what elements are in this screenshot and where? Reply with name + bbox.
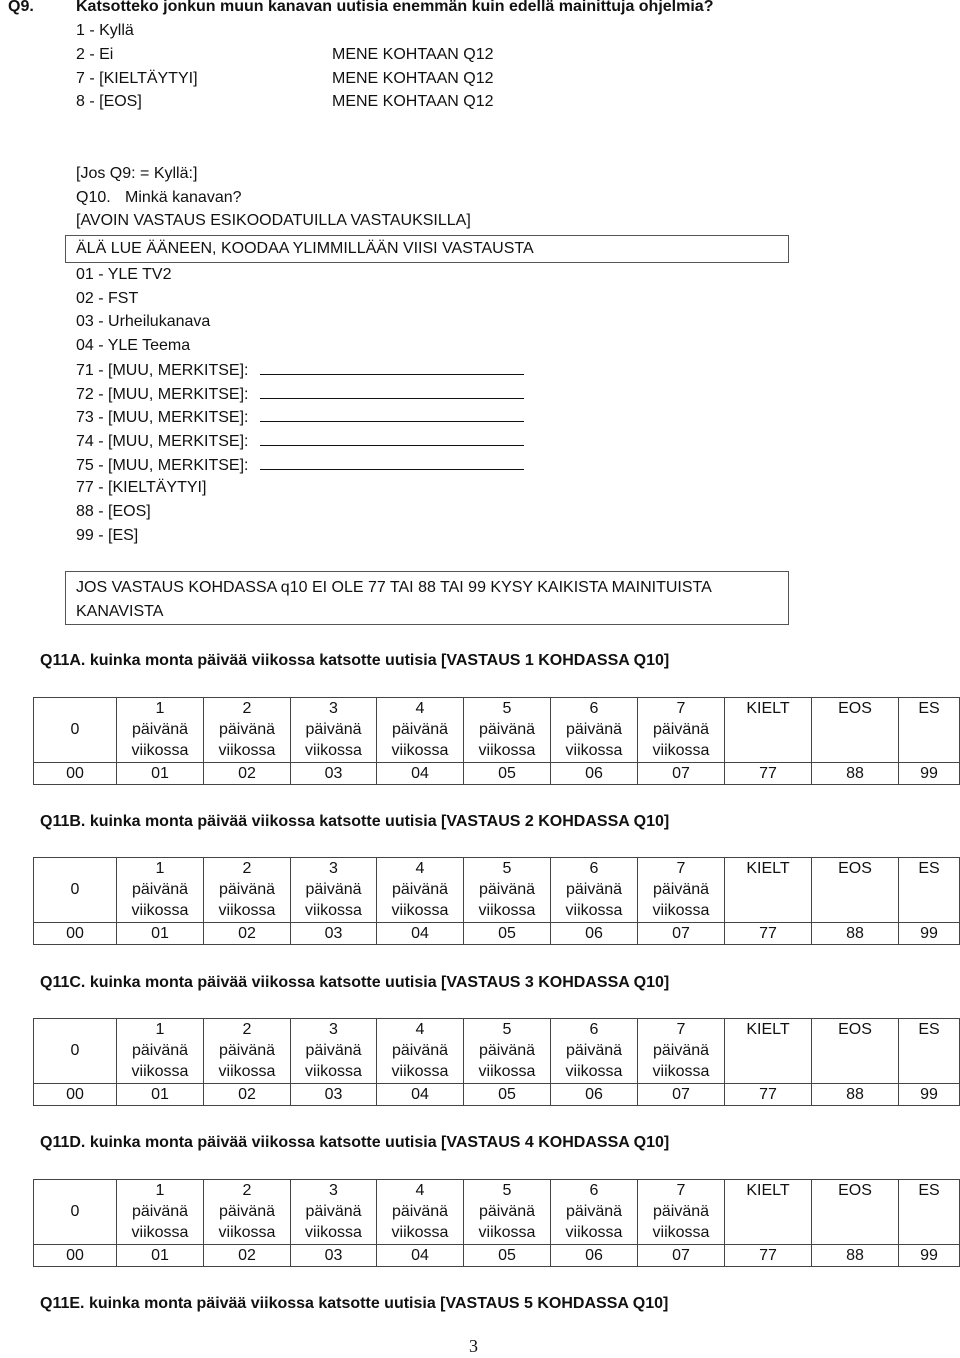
scale-option-unit: päivänä (652, 881, 710, 898)
scale-option-value: 1 (155, 1021, 165, 1038)
scale-option-unit: päivänä (218, 1042, 276, 1059)
scale-option-9[interactable] (812, 1180, 899, 1245)
scale-option-unit: viikossa (305, 902, 362, 919)
q11-id: Q11B. (40, 813, 86, 830)
scale-option-2[interactable] (204, 698, 291, 763)
scale-code[interactable]: 04 (377, 1245, 464, 1267)
scale-option-value: 4 (415, 1021, 425, 1038)
scale-code[interactable]: 06 (551, 763, 638, 785)
q11-heading (40, 1133, 669, 1153)
scale-option-unit: päivänä (478, 1042, 536, 1059)
scale-option-value: 0 (70, 1042, 80, 1059)
scale-code[interactable]: 99 (899, 1084, 960, 1106)
write-in-line[interactable] (260, 455, 524, 470)
scale-code[interactable]: 99 (899, 763, 960, 785)
scale-option-value: ES (918, 1021, 940, 1038)
scale-option-6[interactable] (551, 1019, 638, 1084)
scale-option-unit: viikossa (218, 1224, 276, 1241)
filter-note-box (65, 571, 789, 625)
scale-option-value: 0 (70, 721, 80, 738)
scale-option-4[interactable] (377, 1019, 464, 1084)
q11-text: kuinka monta päivää viikossa katsotte uutisia [VASTAUS 5 KOHDASSA Q10] (88, 1295, 669, 1312)
scale-code[interactable]: 01 (117, 1084, 204, 1106)
scale-option-value: EOS (838, 860, 872, 877)
scale-option-unit: päivänä (131, 881, 189, 898)
scale-codes-row (34, 923, 960, 945)
q11-heading (40, 973, 669, 993)
q9-goto-instruction: MENE KOHTAAN Q12 (332, 93, 494, 110)
scale-option-9[interactable] (812, 698, 899, 763)
scale-option-value: 2 (242, 1021, 252, 1038)
scale-labels-row (34, 1180, 960, 1245)
scale-option-unit: päivänä (305, 1203, 362, 1220)
scale-option-value: 2 (242, 700, 252, 717)
scale-option-value: KIELT (746, 1021, 790, 1038)
scale-option-unit: viikossa (565, 902, 623, 919)
scale-option-unit: päivänä (652, 1203, 710, 1220)
q10-option (76, 360, 524, 381)
scale-code[interactable]: 02 (204, 1084, 291, 1106)
scale-option-8[interactable] (725, 1019, 812, 1084)
scale-code[interactable]: 88 (812, 923, 899, 945)
scale-option-value: 6 (589, 1182, 599, 1199)
q10-option-label: 01 - YLE TV2 (76, 266, 172, 283)
q10-option-label: 74 - [MUU, MERKITSE]: (76, 432, 249, 450)
scale-option-8[interactable] (725, 858, 812, 923)
scale-option-unit: päivänä (565, 1042, 623, 1059)
scale-option-value: KIELT (746, 1182, 790, 1199)
scale-option-value: 1 (155, 1182, 165, 1199)
scale-option-value: 6 (589, 860, 599, 877)
write-in-line[interactable] (260, 384, 524, 399)
scale-option-unit: päivänä (131, 721, 189, 738)
scale-option-unit: viikossa (391, 1063, 449, 1080)
q10-option-label: 77 - [KIELTÄYTYI] (76, 479, 207, 497)
scale-option-8[interactable] (725, 1180, 812, 1245)
scale-option-unit: päivänä (478, 881, 536, 898)
q10-option (76, 384, 524, 405)
scale-option-unit: viikossa (478, 902, 536, 919)
scale-code[interactable]: 07 (638, 1084, 725, 1106)
scale-option-0[interactable] (34, 1019, 117, 1084)
q10-option (76, 407, 524, 428)
scale-option-1[interactable] (117, 1180, 204, 1245)
scale-option-unit: viikossa (218, 902, 276, 919)
scale-codes-row (34, 763, 960, 785)
scale-code[interactable]: 88 (812, 1245, 899, 1267)
scale-option-value: 7 (676, 700, 686, 717)
q10-option (76, 526, 138, 546)
scale-option-9[interactable] (812, 1019, 899, 1084)
scale-code[interactable]: 04 (377, 763, 464, 785)
q10-option (76, 265, 171, 285)
q10-option (76, 478, 206, 498)
scale-option-0[interactable] (34, 858, 117, 923)
scale-option-unit: päivänä (391, 1203, 449, 1220)
scale-codes-row (34, 1245, 960, 1267)
scale-option-unit: päivänä (218, 1203, 276, 1220)
scale-option-unit: viikossa (391, 742, 449, 759)
scale-option-value: 3 (329, 1182, 338, 1199)
write-in-line[interactable] (260, 407, 524, 422)
scale-option-unit: päivänä (478, 721, 536, 738)
scale-option-unit: viikossa (131, 1224, 189, 1241)
scale-code[interactable]: 01 (117, 1245, 204, 1267)
page-number: 3 (469, 1336, 478, 1356)
q11-heading (40, 1294, 668, 1314)
q9-question-text: Katsotteko jonkun muun kanavan uutisia enemmän kuin edellä mainittuja ohjelmia? (76, 0, 714, 15)
scale-option-unit: päivänä (478, 1203, 536, 1220)
scale-option-unit: viikossa (131, 742, 189, 759)
q10-option-label: 04 - YLE Teema (76, 337, 191, 355)
scale-code[interactable]: 05 (464, 923, 551, 945)
filter-note: JOS VASTAUS KOHDASSA q10 EI OLE 77 TAI 88 TAI 99 KYSY KAIKISTA MAINITUISTA KANAVISTA (76, 579, 711, 620)
scale-code[interactable]: 07 (638, 1245, 725, 1267)
scale-option-value: 4 (415, 860, 425, 877)
q10-instruction: [AVOIN VASTAUS ESIKOODATUILLA VASTAUKSILLA] (76, 212, 471, 229)
scale-option-1[interactable] (117, 698, 204, 763)
q10-option (76, 502, 151, 522)
days-per-week-scale (33, 697, 960, 785)
days-per-week-scale (33, 1018, 960, 1106)
scale-option-unit: päivänä (131, 1042, 189, 1059)
scale-option-unit: päivänä (652, 721, 710, 738)
scale-code[interactable]: 05 (464, 763, 551, 785)
scale-option-unit: viikossa (478, 1224, 536, 1241)
q10-option-label: 02 - FST (76, 289, 139, 307)
scale-option-value: 3 (329, 860, 338, 877)
scale-code[interactable]: 07 (638, 923, 725, 945)
q10-option (76, 312, 210, 332)
scale-option-value: 2 (242, 860, 252, 877)
scale-code[interactable]: 06 (551, 923, 638, 945)
scale-option-7[interactable] (638, 698, 725, 763)
q9-goto-instruction: MENE KOHTAAN Q12 (332, 46, 494, 63)
scale-option-10[interactable] (899, 698, 960, 763)
scale-option-4[interactable] (377, 858, 464, 923)
scale-code[interactable]: 05 (464, 1084, 551, 1106)
scale-option-unit: päivänä (391, 721, 449, 738)
scale-code[interactable]: 77 (725, 763, 812, 785)
scale-option-5[interactable] (464, 698, 551, 763)
scale-code[interactable]: 03 (291, 1084, 377, 1106)
scale-option-2[interactable] (204, 1019, 291, 1084)
scale-code[interactable]: 00 (34, 1084, 117, 1106)
scale-option-value: 4 (415, 700, 425, 717)
scale-option-unit: viikossa (565, 1224, 623, 1241)
scale-option-unit: viikossa (218, 742, 276, 759)
scale-option-10[interactable] (899, 858, 960, 923)
scale-option-value: 2 (242, 1182, 252, 1199)
interviewer-note: ÄLÄ LUE ÄÄNEEN, KOODAA YLIMMILLÄÄN VIISI VASTAUSTA (76, 240, 534, 257)
scale-option-unit: päivänä (565, 721, 623, 738)
q10-option-label: 88 - [EOS] (76, 503, 151, 520)
q10-option-label: 03 - Urheilukanava (76, 313, 211, 331)
scale-option-unit: viikossa (305, 1063, 362, 1080)
scale-option-4[interactable] (377, 1180, 464, 1245)
scale-code[interactable]: 00 (34, 923, 117, 945)
scale-option-5[interactable] (464, 1180, 551, 1245)
scale-code[interactable]: 02 (204, 923, 291, 945)
q9-number: Q9. (8, 0, 34, 15)
scale-option-value: EOS (838, 1021, 872, 1038)
q11-text: kuinka monta päivää viikossa katsotte uutisia [VASTAUS 1 KOHDASSA Q10] (89, 652, 670, 669)
scale-option-value: 6 (589, 700, 599, 717)
q10-option (76, 431, 524, 452)
scale-option-unit: viikossa (652, 742, 710, 759)
scale-option-unit: päivänä (391, 881, 449, 898)
scale-option-8[interactable] (725, 698, 812, 763)
scale-option-6[interactable] (551, 698, 638, 763)
scale-option-value: ES (918, 700, 940, 717)
scale-option-unit: päivänä (391, 1042, 449, 1059)
scale-option-9[interactable] (812, 858, 899, 923)
scale-option-unit: viikossa (305, 1224, 362, 1241)
q11-heading (40, 651, 669, 671)
scale-option-4[interactable] (377, 698, 464, 763)
scale-option-value: 5 (502, 860, 512, 877)
scale-option-3[interactable] (291, 1180, 377, 1245)
scale-code[interactable]: 00 (34, 763, 117, 785)
scale-option-unit: viikossa (478, 1063, 536, 1080)
q11-heading (40, 812, 669, 832)
q11-id: Q11E. (40, 1295, 85, 1312)
scale-code[interactable]: 04 (377, 923, 464, 945)
scale-option-unit: viikossa (565, 742, 623, 759)
scale-option-unit: viikossa (652, 1224, 710, 1241)
scale-option-value: KIELT (746, 860, 790, 877)
q10-option-label: 73 - [MUU, MERKITSE]: (76, 409, 249, 427)
scale-option-value: ES (918, 860, 940, 877)
q10-option-label: 75 - [MUU, MERKITSE]: (76, 456, 249, 474)
scale-codes-row (34, 1084, 960, 1106)
q11-id: Q11C. (40, 974, 86, 991)
scale-code[interactable]: 88 (812, 1084, 899, 1106)
scale-code[interactable]: 99 (899, 923, 960, 945)
q10-number: Q10. (76, 189, 111, 206)
write-in-line[interactable] (260, 431, 524, 446)
q11-text: kuinka monta päivää viikossa katsotte uutisia [VASTAUS 2 KOHDASSA Q10] (89, 813, 670, 830)
scale-option-6[interactable] (551, 858, 638, 923)
q10-option-label: 72 - [MUU, MERKITSE]: (76, 385, 249, 403)
days-per-week-scale (33, 857, 960, 945)
scale-option-unit: viikossa (478, 742, 536, 759)
scale-option-value: 7 (676, 1021, 686, 1038)
scale-option-10[interactable] (899, 1180, 960, 1245)
scale-option-value: 3 (329, 1021, 338, 1038)
scale-code[interactable]: 02 (204, 763, 291, 785)
q10-option (76, 289, 138, 309)
scale-option-7[interactable] (638, 858, 725, 923)
scale-option-value: KIELT (746, 700, 790, 717)
scale-code[interactable]: 99 (899, 1245, 960, 1267)
scale-option-value: ES (918, 1182, 940, 1199)
scale-option-unit: viikossa (218, 1063, 276, 1080)
scale-code[interactable]: 03 (291, 1245, 377, 1267)
scale-option-value: 1 (155, 860, 165, 877)
scale-code[interactable]: 77 (725, 1084, 812, 1106)
scale-option-unit: päivänä (305, 1042, 362, 1059)
scale-code[interactable]: 01 (117, 923, 204, 945)
scale-code[interactable]: 01 (117, 763, 204, 785)
scale-code[interactable]: 05 (464, 1245, 551, 1267)
scale-option-0[interactable] (34, 698, 117, 763)
q11-id: Q11A. (40, 652, 86, 669)
scale-code[interactable]: 03 (291, 923, 377, 945)
scale-option-5[interactable] (464, 858, 551, 923)
scale-option-3[interactable] (291, 1019, 377, 1084)
q10-option (76, 455, 524, 476)
scale-option-unit: päivänä (218, 881, 276, 898)
scale-option-2[interactable] (204, 858, 291, 923)
days-per-week-scale (33, 1179, 960, 1267)
q9-option: 1 - Kyllä (76, 22, 134, 39)
interviewer-note-box (65, 235, 789, 263)
scale-option-0[interactable] (34, 1180, 117, 1245)
scale-labels-row (34, 858, 960, 923)
scale-option-unit: päivänä (565, 1203, 623, 1220)
scale-option-unit: viikossa (131, 902, 189, 919)
scale-option-value: 1 (155, 700, 165, 717)
scale-labels-row (34, 1019, 960, 1084)
scale-option-value: 4 (415, 1182, 425, 1199)
scale-option-value: 5 (502, 1021, 512, 1038)
scale-code[interactable]: 88 (812, 763, 899, 785)
scale-option-unit: viikossa (305, 742, 362, 759)
scale-option-10[interactable] (899, 1019, 960, 1084)
scale-option-value: 7 (676, 1182, 686, 1199)
scale-code[interactable]: 04 (377, 1084, 464, 1106)
q11-text: kuinka monta päivää viikossa katsotte uutisia [VASTAUS 3 KOHDASSA Q10] (89, 974, 670, 991)
scale-code[interactable]: 77 (725, 1245, 812, 1267)
scale-option-value: 0 (70, 1203, 80, 1220)
scale-option-value: 3 (329, 700, 338, 717)
scale-option-value: 0 (70, 881, 80, 898)
q9-option: 8 - [EOS] (76, 93, 142, 110)
scale-option-7[interactable] (638, 1180, 725, 1245)
scale-option-3[interactable] (291, 698, 377, 763)
scale-code[interactable]: 07 (638, 763, 725, 785)
q10-option (76, 336, 190, 356)
scale-option-value: 6 (589, 1021, 599, 1038)
scale-option-5[interactable] (464, 1019, 551, 1084)
q9-option: 7 - [KIELTÄYTYI] (76, 70, 198, 87)
scale-option-7[interactable] (638, 1019, 725, 1084)
scale-labels-row (34, 698, 960, 763)
scale-option-1[interactable] (117, 858, 204, 923)
scale-option-unit: viikossa (565, 1063, 623, 1080)
scale-code[interactable]: 00 (34, 1245, 117, 1267)
write-in-line[interactable] (260, 360, 524, 375)
scale-option-unit: päivänä (131, 1203, 189, 1220)
scale-option-unit: viikossa (391, 902, 449, 919)
scale-option-unit: päivänä (305, 721, 362, 738)
scale-option-value: 7 (676, 860, 686, 877)
scale-option-unit: viikossa (131, 1063, 189, 1080)
q11-id: Q11D. (40, 1134, 86, 1151)
scale-code[interactable]: 03 (291, 763, 377, 785)
scale-option-value: EOS (838, 1182, 872, 1199)
q10-option-label: 99 - [ES] (76, 526, 139, 544)
scale-option-unit: päivänä (218, 721, 276, 738)
q10-question-text: Minkä kanavan? (125, 189, 242, 206)
scale-option-unit: päivänä (565, 881, 623, 898)
q9-option: 2 - Ei (76, 46, 114, 63)
scale-option-value: 5 (502, 1182, 512, 1199)
scale-option-2[interactable] (204, 1180, 291, 1245)
scale-option-3[interactable] (291, 858, 377, 923)
scale-option-value: EOS (838, 700, 872, 717)
scale-option-6[interactable] (551, 1180, 638, 1245)
scale-code[interactable]: 06 (551, 1245, 638, 1267)
scale-option-unit: viikossa (652, 1063, 710, 1080)
scale-option-unit: päivänä (305, 881, 362, 898)
scale-option-unit: päivänä (652, 1042, 710, 1059)
scale-code[interactable]: 06 (551, 1084, 638, 1106)
q10-option-label: 71 - [MUU, MERKITSE]: (76, 361, 249, 379)
q11-text: kuinka monta päivää viikossa katsotte uutisia [VASTAUS 4 KOHDASSA Q10] (89, 1134, 670, 1151)
scale-option-value: 5 (502, 700, 512, 717)
q9-goto-instruction: MENE KOHTAAN Q12 (332, 70, 494, 87)
scale-option-unit: viikossa (391, 1224, 449, 1241)
scale-code[interactable]: 77 (725, 923, 812, 945)
scale-option-1[interactable] (117, 1019, 204, 1084)
q10-condition: [Jos Q9: = Kyllä:] (76, 165, 198, 182)
scale-code[interactable]: 02 (204, 1245, 291, 1267)
scale-option-unit: viikossa (652, 902, 710, 919)
